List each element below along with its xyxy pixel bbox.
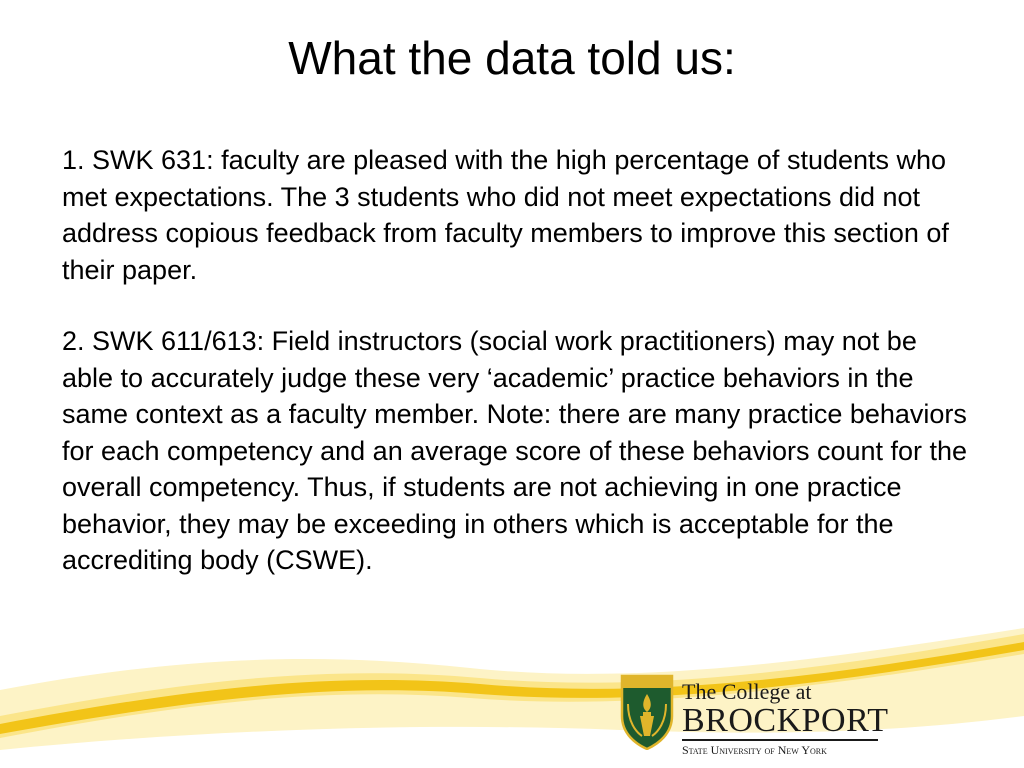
brockport-logo [620,672,890,762]
logo-wordmark [682,680,892,757]
logo-suny: State University of New York [682,743,827,757]
paragraph-swk-631: 1. SWK 631: faculty are pleased with the high percentage of students who met expectations. The 3 students who did not meet expectations did not address copious feedback from faculty members to improve this section of their paper. [62,145,949,285]
slide-title: What the data told us: [288,32,736,84]
college-shield-icon [620,672,674,750]
slide-body [62,142,972,614]
logo-divider [682,739,878,741]
paragraph-swk-611-613: 2. SWK 611/613: Field instructors (social work practitioners) may not be able to accurately judge these very ‘academic’ practice behaviors in the same context as a faculty member. Note: there are many practice behaviors for each competency and an average score of these behaviors count for the overall competency. Thus, if students are not achieving in one practice behavior, they may be exceeding in others which is acceptable for the accrediting body (CSWE). [62,326,968,575]
logo-brockport: BROCKPORT [682,702,889,739]
logo-college-at: The College at [682,679,812,704]
